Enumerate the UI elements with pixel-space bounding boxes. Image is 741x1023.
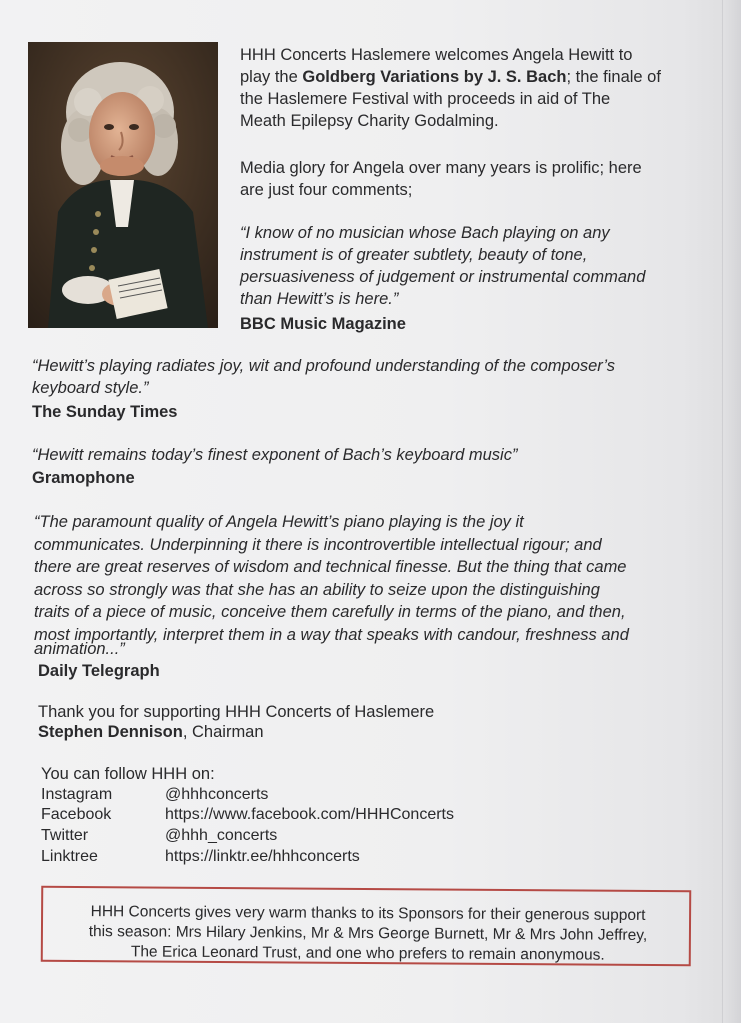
quote-line: animation...” [34,640,125,658]
signature-line [38,721,264,743]
quote-line: “The paramount quality of Angela Hewitt’s piano playing is the joy it [34,513,524,531]
bach-portrait-image [28,42,218,328]
intro-line-2-post: ; the finale of [566,68,661,86]
quote-line: communicates. Underpinning it there is incontrovertible intellectual rigour; and [34,536,602,554]
intro-line-1: HHH Concerts Haslemere welcomes Angela Hewitt to [240,46,633,64]
thanks-line: Thank you for supporting HHH Concerts of Haslemere [38,703,435,721]
quote-line: “I know of no musician whose Bach playing on any [240,224,610,242]
facebook-link[interactable]: https://www.facebook.com/HHHConcerts [165,806,454,823]
linktree-link[interactable]: https://linktr.ee/hhhconcerts [165,848,360,865]
social-row-facebook [41,805,454,825]
quote-source: The Sunday Times [32,403,178,421]
quote-line: there are great reserves of wisdom and technical finesse. But the thing that came [34,558,627,576]
social-row-instagram [41,785,268,805]
intro-line-2 [240,66,661,88]
social-row-linktree [41,847,360,867]
intro-line-3: the Haslemere Festival with proceeds in aid of The [240,90,611,108]
sponsors-line: The Erica Leonard Trust, and one who prefers to remain anonymous. [130,943,605,964]
quote-line: most importantly, interpret them in a way that speaks with candour, freshness and [34,626,629,644]
sponsors-box [41,886,692,967]
social-platform: Facebook [41,806,112,823]
media-line-2: are just four comments; [240,181,413,199]
quote-source: Daily Telegraph [38,662,160,680]
work-title: Goldberg Variations by J. S. Bach [302,68,567,86]
social-heading: You can follow HHH on: [41,765,215,783]
quote-line: “Hewitt remains today’s finest exponent of Bach’s keyboard music” [32,446,518,464]
quote-line: persuasiveness of judgement or instrumental command [240,268,646,286]
intro-line-4: Meath Epilepsy Charity Godalming. [240,112,499,130]
quote-source: Gramophone [32,469,135,487]
quote-line: instrument is of greater subtlety, beauty of tone, [240,246,588,264]
social-platform: Instagram [41,786,113,803]
social-platform: Linktree [41,848,98,865]
media-line-1: Media glory for Angela over many years is prolific; here [240,159,642,177]
quote-source: BBC Music Magazine [240,315,406,333]
quote-line: traits of a piece of music, conceive them carefully in terms of the piano, and then, [34,603,626,621]
sponsors-text [43,902,693,967]
sponsors-line: this season: Mrs Hilary Jenkins, Mr & Mrs George Burnett, Mr & Mrs John Jeffrey, [88,923,648,944]
quote-line: “Hewitt’s playing radiates joy, wit and profound understanding of the composer’s [32,357,616,375]
quote-line: than Hewitt’s is here.” [240,290,399,308]
instagram-link[interactable]: @hhhconcerts [165,786,269,803]
chairman-name: Stephen Dennison [38,723,183,741]
sponsors-line: HHH Concerts gives very warm thanks to its Sponsors for their generous support [90,903,646,924]
twitter-link[interactable]: @hhh_concerts [165,827,278,844]
page-edge [722,0,741,1023]
intro-line-2-pre: play the [240,68,303,86]
social-platform: Twitter [41,827,89,844]
quote-line: keyboard style.” [32,379,149,397]
chairman-role: , Chairman [182,723,264,741]
quote-line: across so strongly was that she has an ability to seize upon the distinguishing [34,581,600,599]
social-row-twitter [41,826,277,846]
